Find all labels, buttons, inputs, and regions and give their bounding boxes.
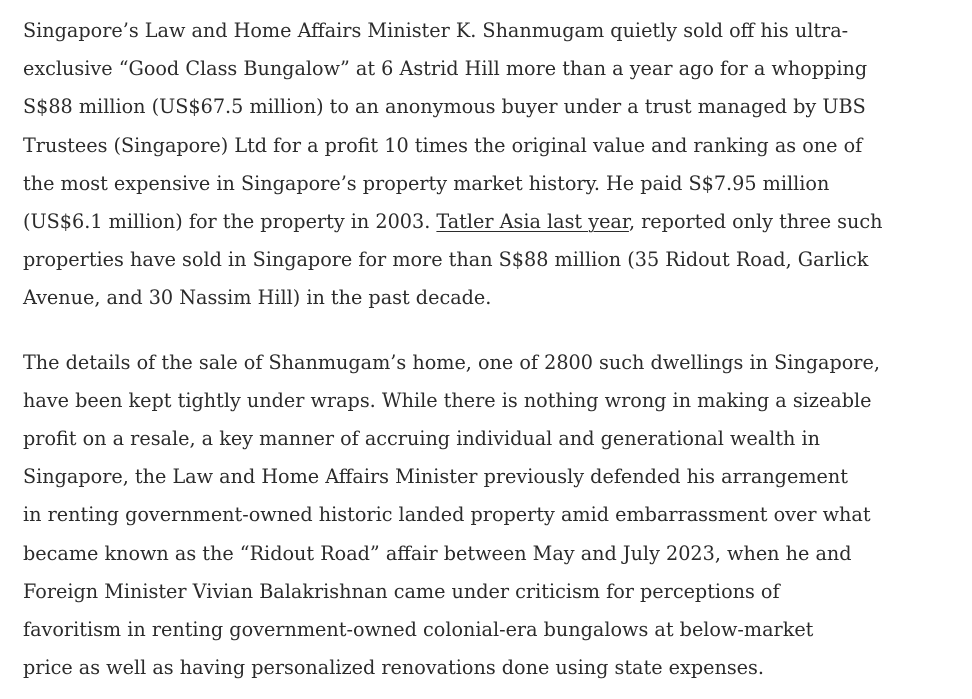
text-line: became known as the “Ridout Road” affair between May and July 2023, when he and xyxy=(23,541,852,565)
text-line: Singapore’s Law and Home Affairs Minister K. Shanmugam quietly sold off his ultra- xyxy=(23,19,849,42)
paragraph-1 xyxy=(23,12,938,318)
text-line: have been kept tightly under wraps. While there is nothing wrong in making a sizeable xyxy=(23,388,872,412)
article-body xyxy=(23,12,938,687)
text-line: Avenue, and 30 Nassim Hill) in the past decade. xyxy=(23,286,492,310)
text-line: Singapore, the Law and Home Affairs Minister previously defended his arrangement xyxy=(23,465,848,489)
text-line: Foreign Minister Vivian Balakrishnan came under criticism for perceptions of xyxy=(23,579,780,603)
text-line: The details of the sale of Shanmugam’s home, one of 2800 such dwellings in Singapore, xyxy=(23,350,880,374)
text-line: in renting government-owned historic landed property amid embarrassment over what xyxy=(23,503,871,527)
text-line: properties have sold in Singapore for more than S$88 million (35 Ridout Road, Garlick xyxy=(23,248,869,272)
text-line: profit on a resale, a key manner of accruing individual and generational wealth in xyxy=(23,427,820,451)
text-segment: , reported only three such xyxy=(628,210,883,234)
paragraph-2 xyxy=(23,344,938,688)
text-line: price as well as having personalized renovations done using state expenses. xyxy=(23,656,764,680)
text-line: exclusive “Good Class Bungalow” at 6 Astrid Hill more than a year ago for a whopping xyxy=(23,57,868,81)
text-line-with-link xyxy=(23,203,938,241)
text-line: Trustees (Singapore) Ltd for a profit 10 times the original value and ranking as one of xyxy=(23,133,863,157)
text-line: S$88 million (US$67.5 million) to an anonymous buyer under a trust managed by UBS xyxy=(23,95,866,119)
text-line: the most expensive in Singapore’s property market history. He paid S$7.95 million xyxy=(23,171,830,195)
text-segment: (US$6.1 million) for the property in 2003. xyxy=(23,210,437,234)
text-line: favoritism in renting government-owned colonial-era bungalows at below-market xyxy=(23,618,814,642)
tatler-asia-link[interactable]: Tatler Asia last year xyxy=(436,210,629,234)
